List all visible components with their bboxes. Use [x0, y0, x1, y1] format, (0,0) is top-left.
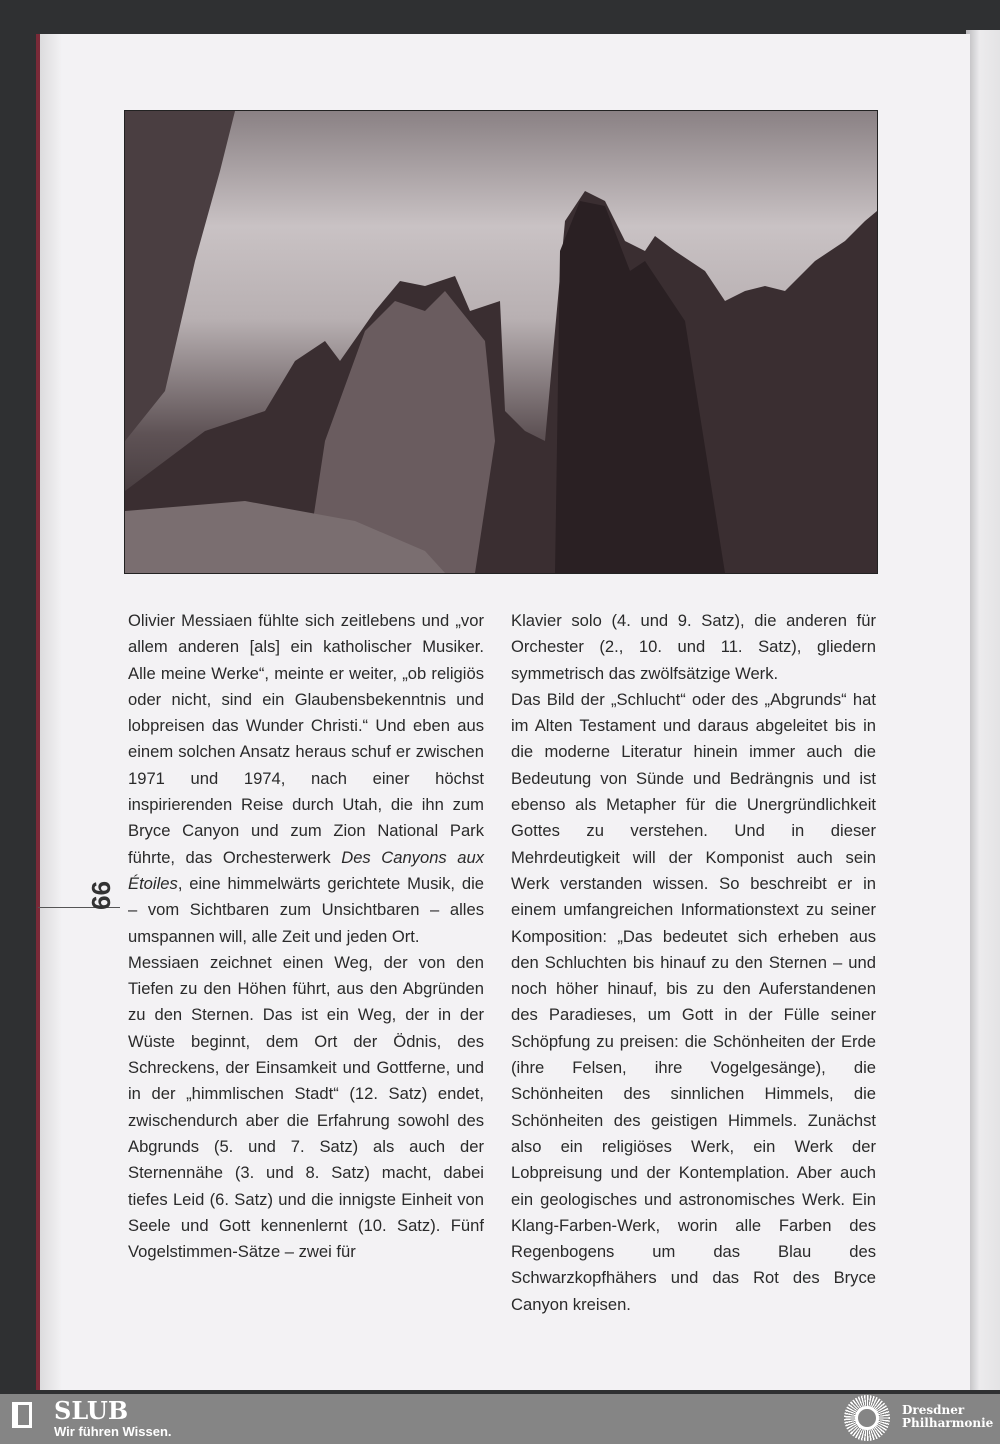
philharmonie-sun-icon: [844, 1395, 890, 1441]
canyon-rock-silhouettes: [125, 111, 877, 573]
partner-name-line1: Dresdner: [902, 1403, 965, 1417]
canyon-photo: [124, 110, 878, 574]
philharmonie-logo[interactable]: [902, 1404, 993, 1430]
paragraph: Messiaen zeichnet einen Weg, der von den Tiefen zu den Höhen führt, aus den Abgründen zu den Sternen. Das ist ein Weg, der in der Wüste beginnt, dem Ort der Ödnis, des Schreckens, der Einsamkeit und Gottferne, und in der „himmlischen Stadt“ (12. Satz) endet, zwischendurch aber die Erfahrung sowohl des Abgrunds (5. und 7. Satz) als auch der Sternennähe (3. und 8. Satz) macht, dabei tiefes Leid (6. Satz) und die innigste Einheit von Seele und Gott kennenlernt (10. Satz). Fünf Vogelstimmen-Sätze – zwei für: [128, 952, 484, 1262]
partner-name-line2: Philharmonie: [902, 1416, 994, 1430]
slub-tagline: Wir führen Wissen.: [54, 1424, 172, 1439]
text-run: , eine himmelwärts gerichtete Musik, die – vom Sichtbaren zum Unsichtbaren – alles umspannen will, alle Zeit und jeden Ort.: [128, 873, 484, 946]
paragraph: Klavier solo (4. und 9. Satz), die anderen für Orchester (2., 10. und 11. Satz), gliedern symmetrisch das zwölfsätzige Werk.: [511, 611, 876, 683]
paragraph: Das Bild der „Schlucht“ oder des „Abgrunds“ hat im Alten Testament und daraus abgeleitet bis in die moderne Literatur hinein immer auch die Bedeutung von Sünde und Bedrängnis und ist ebenso als Metapher für die Unergründlichkeit Gottes zu verstehen. Und in dieser Mehrdeutigkeit will der Komponist auch sein Werk verstanden wissen. So beschreibt er in einem umfangreichen Informationstext zu seiner Komposition: „Das bedeutet sich erheben aus den Schluchten bis hinauf zu den Sternen – und noch höher hinauf, bis zu den Auferstandenen des Paradieses, um Gott in der Fülle seiner Schöpfung zu preisen: die Schönheiten der Erde (ihre Felsen, ihre Vogelgesänge), die Schönheiten des sinnlichen Himmels, die Schönheiten des geistigen Himmels. Zunächst also ein religiöses Werk, ein Werk der Lobpreisung und der Kontemplation. Aber auch ein geologisches und astronomisches Werk. Ein Klang-Farben-Werk, worin alle Farben des Regenbogens um das Blau des Schwarzkopfhähers und das Rot des Bryce Canyon kreisen.: [511, 689, 876, 1314]
footer-bar: [0, 1394, 1000, 1444]
page-gutter: [40, 34, 62, 1390]
page-number: 99: [85, 881, 116, 910]
slub-book-icon: [12, 1402, 32, 1428]
text-run: Olivier Messiaen fühlte sich zeitlebens und „vor allem anderen [als] ein katholischer Musiker. Alle meine Werke“, meinte er weiter, „ob religiös oder nicht, sind ein Glaubensbekenntnis und lobpreisen das Wunder Christi.“ Und eben aus einem solchen Ansatz heraus schuf er zwischen 1971 und 1974, nach einer höchst inspirierenden Reise durch Utah, die ihn zum Bryce Canyon und zum Zion National Park führte, das Orchesterwerk: [128, 611, 484, 867]
paragraph: [128, 608, 484, 950]
text-column-left: [128, 608, 484, 1265]
slub-logo[interactable]: SLUB: [54, 1396, 129, 1425]
work-title: Des Canyons aux Étoiles: [128, 847, 484, 893]
text-column-right: [511, 608, 876, 1318]
facing-page-edge: [966, 30, 1000, 1390]
